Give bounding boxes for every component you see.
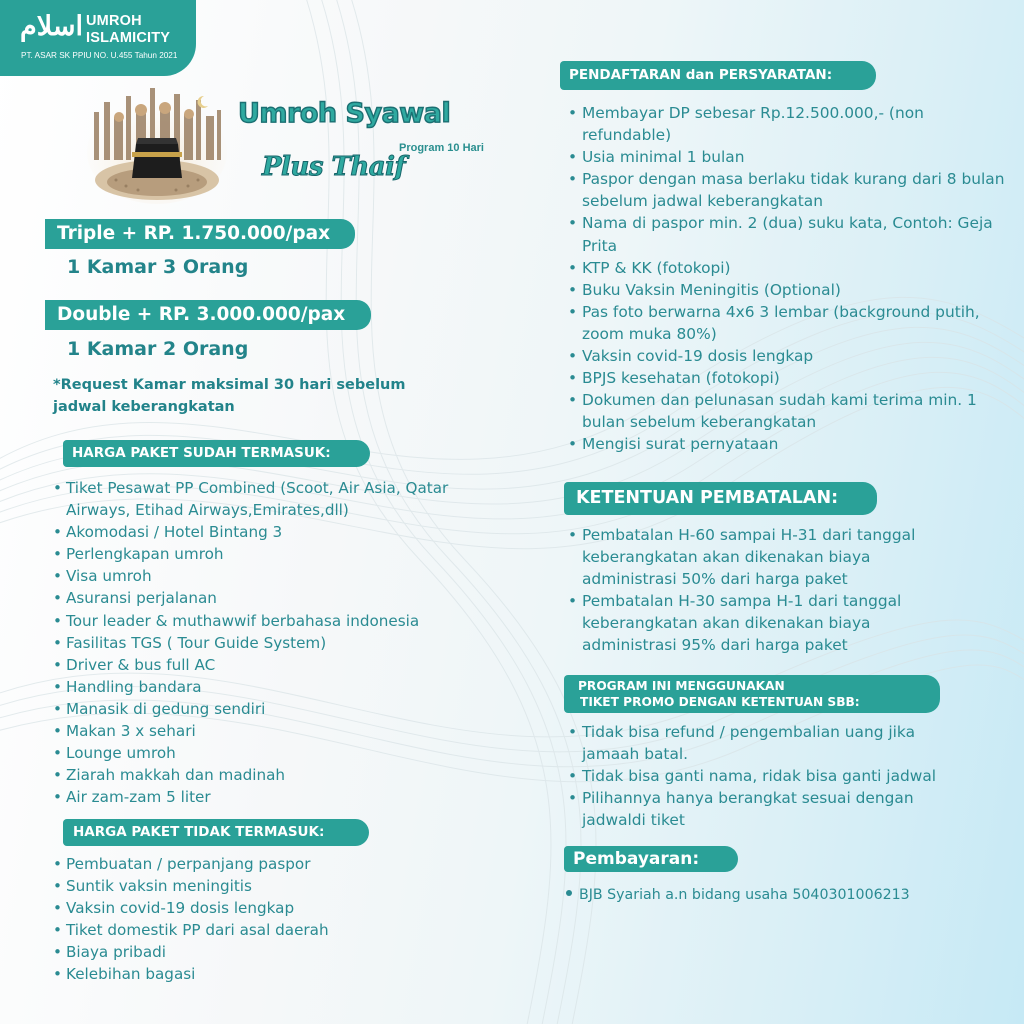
double-room-text: 1 Kamar 2 Orang xyxy=(67,338,249,360)
payment-heading: Pembayaran: xyxy=(564,846,738,872)
double-price-pill: Double + RP. 3.000.000/pax xyxy=(45,300,371,330)
program-title: Umroh Syawal xyxy=(238,98,451,129)
brand-license: PT. ASAR SK PPIU NO. U.455 Tahun 2021 xyxy=(21,51,178,60)
list-item: • Lounge umroh xyxy=(53,742,453,764)
list-item: • Vaksin covid-19 dosis lengkap xyxy=(568,345,1010,367)
brand-logo xyxy=(0,0,196,76)
cancellation-list xyxy=(568,524,958,657)
list-item: • Tiket Pesawat PP Combined (Scoot, Air Asia, Qatar Airways, Etihad Airways,Emirates,dll) xyxy=(53,477,453,521)
list-item: • Usia minimal 1 bulan xyxy=(568,146,1010,168)
list-item: • Membayar DP sebesar Rp.12.500.000,- (non refundable) xyxy=(568,102,1010,146)
list-item: • Tidak bisa refund / pengembalian uang jika jamaah batal. xyxy=(568,721,968,765)
list-item: • Pilihannya hanya berangkat sesuai dengan jadwaldi tiket xyxy=(568,787,968,831)
list-item: • Tidak bisa ganti nama, ridak bisa ganti jadwal xyxy=(568,765,968,787)
list-item: • Perlengkapan umroh xyxy=(53,543,453,565)
list-item: • Pas foto berwarna 4x6 3 lembar (background putih, zoom muka 80%) xyxy=(568,301,1010,345)
list-item: • Paspor dengan masa berlaku tidak kurang dari 8 bulan sebelum jadwal keberangkatan xyxy=(568,168,1010,212)
list-item: • Pembatalan H-60 sampai H-31 dari tanggal keberangkatan akan dikenakan biaya administrasi 50% dari harga paket xyxy=(568,524,958,590)
bullet-icon xyxy=(566,890,572,896)
list-item: • Kelebihan bagasi xyxy=(53,963,453,985)
program-duration: Program 10 Hari xyxy=(399,142,484,154)
program-subtitle: Plus Thaif xyxy=(262,152,406,182)
list-item: • Dokumen dan pelunasan sudah kami terima min. 1 bulan sebelum keberangkatan xyxy=(568,389,1010,433)
list-item: • Asuransi perjalanan xyxy=(53,587,453,609)
requirements-list xyxy=(568,102,1010,456)
list-item: • Buku Vaksin Meningitis (Optional) xyxy=(568,279,1010,301)
list-item: • Suntik vaksin meningitis xyxy=(53,875,453,897)
list-item: • Akomodasi / Hotel Bintang 3 xyxy=(53,521,453,543)
list-item: • Biaya pribadi xyxy=(53,941,453,963)
payment-account xyxy=(566,887,910,903)
requirements-heading: PENDAFTARAN dan PERSYARATAN: xyxy=(560,61,876,90)
brand-arabic-wordmark: اسلام xyxy=(20,11,83,42)
list-item: • Pembuatan / perpanjang paspor xyxy=(53,853,453,875)
promo-heading-line1: PROGRAM INI MENGGUNAKAN xyxy=(578,679,785,693)
triple-room-text: 1 Kamar 3 Orang xyxy=(67,256,249,278)
list-item: • BPJS kesehatan (fotokopi) xyxy=(568,367,1010,389)
list-item: • Tour leader & muthawwif berbahasa indonesia xyxy=(53,610,453,632)
list-item: • Vaksin covid-19 dosis lengkap xyxy=(53,897,453,919)
list-item: • Air zam-zam 5 liter xyxy=(53,786,453,808)
room-request-note: *Request Kamar maksimal 30 hari sebelum jadwal keberangkatan xyxy=(53,377,406,415)
kaaba-illustration xyxy=(86,82,228,206)
list-item: • Driver & bus full AC xyxy=(53,654,453,676)
list-item: • Nama di paspor min. 2 (dua) suku kata, Contoh: Geja Prita xyxy=(568,212,1010,256)
triple-price-pill: Triple + RP. 1.750.000/pax xyxy=(45,219,355,249)
list-item: • Visa umroh xyxy=(53,565,453,587)
list-item: • Makan 3 x sehari xyxy=(53,720,453,742)
included-list xyxy=(53,477,453,808)
list-item: • Ziarah makkah dan madinah xyxy=(53,764,453,786)
payment-account-text: BJB Syariah a.n bidang usaha 5040301006213 xyxy=(579,887,910,903)
included-heading: HARGA PAKET SUDAH TERMASUK: xyxy=(63,440,370,467)
list-item: • Tiket domestik PP dari asal daerah xyxy=(53,919,453,941)
list-item: • KTP & KK (fotokopi) xyxy=(568,257,1010,279)
list-item: • Handling bandara xyxy=(53,676,453,698)
promo-heading-line2: TIKET PROMO DENGAN KETENTUAN SBB: xyxy=(580,695,860,709)
cancellation-heading: KETENTUAN PEMBATALAN: xyxy=(564,482,877,515)
promo-heading xyxy=(564,675,940,713)
brand-name-line2: ISLAMICITY xyxy=(86,30,171,46)
promo-list xyxy=(568,721,968,831)
list-item: • Mengisi surat pernyataan xyxy=(568,433,1010,455)
brand-name-line1: UMROH xyxy=(86,13,142,29)
list-item: • Manasik di gedung sendiri xyxy=(53,698,453,720)
list-item: • Pembatalan H-30 sampa H-1 dari tanggal keberangkatan akan dikenakan biaya administrasi 95% dari harga paket xyxy=(568,590,958,656)
excluded-list xyxy=(53,853,453,986)
list-item: • Fasilitas TGS ( Tour Guide System) xyxy=(53,632,453,654)
excluded-heading: HARGA PAKET TIDAK TERMASUK: xyxy=(63,819,369,846)
